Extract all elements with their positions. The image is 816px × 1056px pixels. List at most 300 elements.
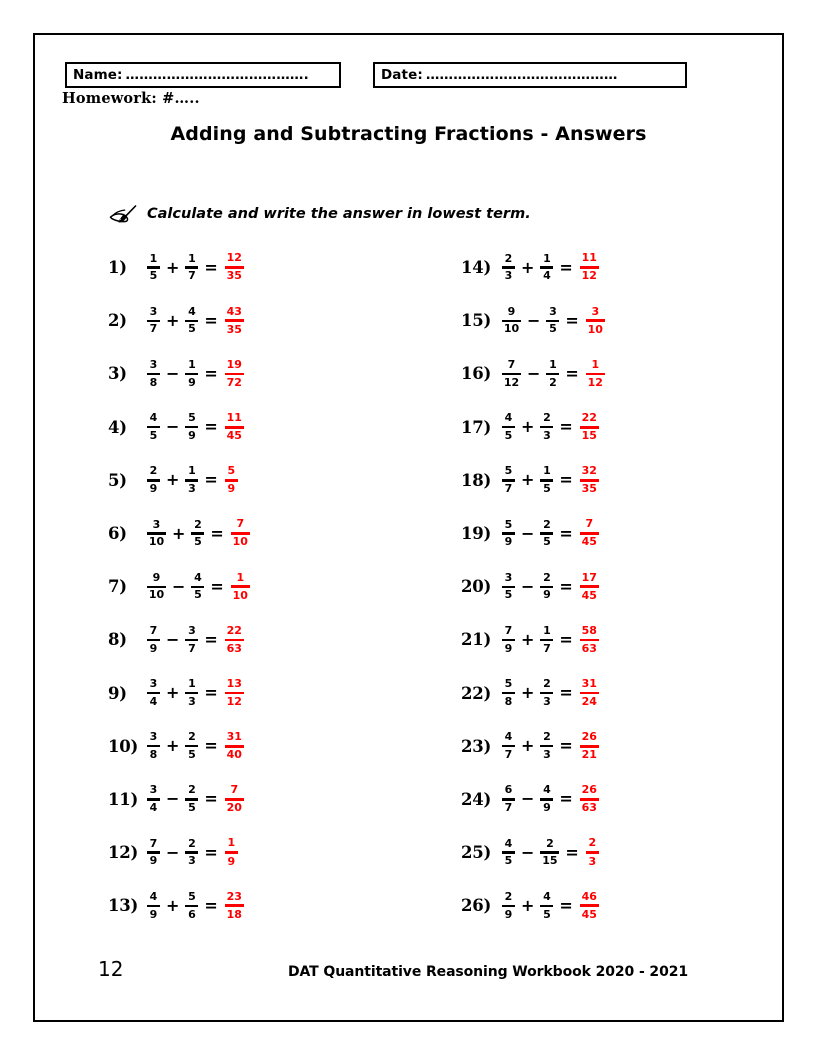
- operator-symbol: −: [527, 310, 541, 330]
- answer-fraction: [580, 412, 599, 442]
- operand-b: [185, 678, 198, 708]
- operand-a-numerator: 3: [149, 304, 158, 318]
- operand-a-numerator: 5: [504, 464, 513, 478]
- answer-fraction: [580, 891, 599, 921]
- answer-fraction-denominator: 45: [581, 588, 597, 602]
- answer-fraction-denominator: 10: [232, 535, 248, 549]
- answer-fraction-denominator: 35: [581, 482, 597, 496]
- answer-fraction-denominator: 12: [581, 269, 597, 283]
- operand-a-numerator: 7: [149, 836, 158, 850]
- answer-fraction-denominator: 40: [226, 748, 242, 762]
- workbook-title: DAT Quantitative Reasoning Workbook 2020 - 2021: [288, 964, 689, 980]
- answer-fraction-numerator: 7: [585, 517, 594, 531]
- answer-fraction-numerator: 32: [581, 464, 597, 478]
- answer-fraction-denominator: 45: [581, 535, 597, 549]
- operand-b: [185, 412, 198, 442]
- operator-symbol: −: [521, 789, 535, 809]
- problem-number: 25): [461, 843, 492, 863]
- operand-a-denominator: 7: [504, 801, 513, 815]
- answer-fraction-denominator: 9: [227, 854, 236, 868]
- operator-symbol: −: [521, 576, 535, 596]
- answer-fraction-numerator: 23: [226, 889, 242, 903]
- operand-b-fraction-bar: [185, 426, 198, 428]
- answer-fraction-numerator: 19: [226, 357, 242, 371]
- operator-symbol: +: [521, 257, 535, 277]
- operand-a: [147, 465, 160, 495]
- equals-symbol: =: [559, 523, 573, 543]
- answer-fraction-denominator: 45: [581, 907, 597, 921]
- operand-b-numerator: 2: [543, 730, 551, 744]
- operator-symbol: −: [527, 363, 541, 383]
- operand-a-denominator: 12: [503, 375, 520, 389]
- operand-b-numerator: 4: [543, 783, 551, 797]
- answer-fraction-numerator: 12: [226, 251, 242, 265]
- problem-number: 9): [108, 683, 127, 703]
- date-label: Date:: [381, 67, 423, 83]
- problem-number: 18): [461, 470, 492, 490]
- problem-number: 8): [108, 630, 127, 650]
- operand-b: [540, 678, 553, 708]
- equals-symbol: =: [559, 895, 573, 915]
- answer-fraction-denominator: 12: [226, 694, 242, 708]
- operand-b: [185, 625, 198, 655]
- equals-symbol: =: [204, 895, 218, 915]
- answer-fraction: [586, 837, 599, 867]
- answer-fraction-denominator: 12: [587, 375, 603, 389]
- operand-b-denominator: 15: [542, 854, 558, 868]
- operand-b: [546, 306, 559, 336]
- problem-row: [461, 347, 791, 400]
- answer-fraction-denominator: 24: [581, 694, 597, 708]
- operand-b: [185, 891, 198, 921]
- operand-b-denominator: 3: [188, 482, 196, 496]
- operand-a-numerator: 9: [152, 570, 161, 584]
- operand-a-numerator: 4: [504, 730, 513, 744]
- operand-a-numerator: 3: [504, 570, 513, 584]
- answer-fraction-fraction-bar: [225, 904, 244, 907]
- operand-b-denominator: 3: [543, 428, 551, 442]
- equals-symbol: =: [559, 257, 573, 277]
- operand-b-denominator: 3: [543, 747, 551, 761]
- homework-label: Homework: #…..: [62, 90, 200, 107]
- operand-a: [502, 784, 515, 814]
- operand-b-denominator: 5: [188, 322, 196, 336]
- answer-fraction-denominator: 9: [227, 482, 236, 496]
- operand-b: [191, 519, 204, 549]
- operand-a-fraction-bar: [147, 692, 160, 694]
- answer-fraction-numerator: 22: [581, 410, 597, 424]
- operator-symbol: +: [521, 895, 535, 915]
- answer-fraction: [580, 518, 599, 548]
- operand-a-denominator: 10: [148, 588, 165, 602]
- operator-symbol: −: [166, 417, 180, 437]
- answer-fraction-denominator: 20: [226, 801, 242, 815]
- operand-a-fraction-bar: [502, 692, 515, 694]
- operand-a-fraction-bar: [502, 426, 515, 428]
- operand-b-numerator: 2: [188, 730, 196, 744]
- problem-number: 10): [108, 736, 139, 756]
- problem-row: [108, 241, 438, 294]
- operand-b: [185, 838, 198, 868]
- operand-a-fraction-bar: [147, 639, 160, 641]
- problem-number: 4): [108, 417, 127, 437]
- operand-a-numerator: 4: [504, 411, 513, 425]
- operator-symbol: +: [166, 257, 180, 277]
- operand-b: [540, 253, 553, 283]
- operand-b: [185, 465, 198, 495]
- problem-number: 1): [108, 258, 127, 278]
- operand-b-numerator: 3: [549, 304, 557, 318]
- operator-symbol: −: [166, 842, 180, 862]
- answer-fraction-fraction-bar: [586, 373, 605, 376]
- operand-b-numerator: 2: [543, 570, 551, 584]
- answer-fraction: [225, 252, 244, 282]
- answer-fraction: [225, 784, 244, 814]
- answer-fraction-numerator: 1: [591, 357, 600, 371]
- answer-fraction-numerator: 1: [236, 570, 245, 584]
- problem-row: [108, 347, 438, 400]
- operand-b-numerator: 1: [188, 677, 196, 691]
- operator-symbol: +: [166, 470, 180, 490]
- problem-row: [461, 294, 791, 347]
- problem-row: [461, 879, 791, 932]
- operator-symbol: −: [166, 789, 180, 809]
- date-field-box[interactable]: [373, 62, 687, 88]
- operand-a-denominator: 5: [504, 854, 513, 868]
- operand-a-numerator: 2: [504, 889, 513, 903]
- answer-fraction-numerator: 58: [581, 623, 597, 637]
- operand-b: [540, 731, 553, 761]
- header-fields: [65, 62, 687, 88]
- pen-writing-icon: [108, 203, 138, 225]
- operand-a: [502, 359, 521, 389]
- operand-b-numerator: 1: [543, 623, 551, 637]
- operand-b-numerator: 2: [188, 783, 196, 797]
- operator-symbol: +: [521, 417, 535, 437]
- operand-a-denominator: 10: [503, 322, 520, 336]
- operand-b-denominator: 5: [194, 535, 202, 549]
- operand-a-numerator: 3: [149, 357, 158, 371]
- problem-number: 24): [461, 789, 492, 809]
- operator-symbol: +: [521, 470, 535, 490]
- operand-b-numerator: 2: [543, 517, 551, 531]
- problem-row: [108, 507, 438, 560]
- operand-b-denominator: 7: [188, 269, 196, 283]
- answer-fraction-numerator: 2: [588, 836, 597, 850]
- answer-fraction: [225, 412, 244, 442]
- equals-symbol: =: [559, 629, 573, 649]
- operand-b-denominator: 9: [188, 428, 196, 442]
- operand-a-fraction-bar: [147, 905, 160, 907]
- operand-b-denominator: 5: [543, 907, 551, 921]
- operand-b: [540, 412, 553, 442]
- page-title: Adding and Subtracting Fractions - Answers: [170, 123, 647, 145]
- operand-b-denominator: 5: [188, 747, 196, 761]
- operand-a-numerator: 4: [149, 411, 158, 425]
- operand-a: [147, 253, 160, 283]
- problem-row: [461, 773, 791, 826]
- answer-fraction-denominator: 21: [581, 748, 597, 762]
- answer-fraction-fraction-bar: [225, 319, 244, 322]
- problem-row: [461, 401, 791, 454]
- operand-a: [147, 519, 166, 549]
- operand-a-denominator: 9: [504, 535, 513, 549]
- operand-a-denominator: 7: [149, 322, 158, 336]
- operand-b: [185, 359, 198, 389]
- operand-a: [502, 412, 515, 442]
- problem-number: 17): [461, 417, 492, 437]
- operand-a-numerator: 6: [504, 783, 513, 797]
- page-number: 12: [98, 957, 124, 981]
- equals-symbol: =: [559, 789, 573, 809]
- operand-b-fraction-bar: [540, 692, 553, 694]
- operand-b: [540, 625, 553, 655]
- answer-fraction: [225, 625, 244, 655]
- answer-fraction-denominator: 10: [587, 322, 603, 336]
- operand-b-denominator: 3: [543, 694, 551, 708]
- operand-a-numerator: 3: [152, 517, 161, 531]
- operand-a: [502, 838, 515, 868]
- answer-fraction-denominator: 45: [226, 429, 242, 443]
- answer-fraction-denominator: 10: [232, 588, 248, 602]
- operand-b-numerator: 5: [188, 411, 196, 425]
- operand-a-denominator: 9: [149, 907, 158, 921]
- answer-fraction-numerator: 1: [227, 836, 236, 850]
- equals-symbol: =: [559, 683, 573, 703]
- operator-symbol: +: [172, 523, 186, 543]
- operand-b-numerator: 2: [543, 677, 551, 691]
- answer-fraction-denominator: 35: [226, 322, 242, 336]
- operand-b-numerator: 2: [543, 411, 551, 425]
- operand-b-denominator: 9: [543, 801, 551, 815]
- name-field-box[interactable]: [65, 62, 341, 88]
- problem-number: 20): [461, 577, 492, 597]
- operand-a-numerator: 4: [504, 836, 513, 850]
- operator-symbol: −: [172, 576, 186, 596]
- operator-symbol: +: [521, 736, 535, 756]
- answer-fraction-fraction-bar: [586, 319, 605, 322]
- instruction-text: Calculate and write the answer in lowest term.: [147, 206, 531, 222]
- operand-b-denominator: 5: [543, 535, 551, 549]
- operand-b-numerator: 1: [549, 357, 557, 371]
- equals-symbol: =: [204, 310, 218, 330]
- operand-a-numerator: 2: [504, 251, 513, 265]
- equals-symbol: =: [204, 629, 218, 649]
- problem-row: [461, 720, 791, 773]
- operand-b-denominator: 9: [543, 588, 551, 602]
- name-label: Name:: [73, 67, 123, 83]
- operand-a-denominator: 8: [149, 747, 158, 761]
- operator-symbol: +: [166, 683, 180, 703]
- operand-a-fraction-bar: [502, 639, 515, 641]
- problem-number: 7): [108, 577, 127, 597]
- problem-row: [108, 879, 438, 932]
- problem-row: [108, 454, 438, 507]
- operand-a-numerator: 3: [149, 730, 158, 744]
- operator-symbol: +: [166, 736, 180, 756]
- operand-a-denominator: 9: [504, 641, 513, 655]
- operand-b-denominator: 2: [549, 375, 557, 389]
- answer-fraction-fraction-bar: [225, 373, 244, 376]
- operand-b-fraction-bar: [540, 905, 553, 907]
- date-dotted-line: ……………………………………: [425, 67, 618, 83]
- operand-a: [502, 572, 515, 602]
- problem-row: [108, 720, 438, 773]
- answer-fraction-fraction-bar: [580, 904, 599, 907]
- operand-b-numerator: 1: [188, 464, 196, 478]
- operand-b-fraction-bar: [540, 426, 553, 428]
- operand-b: [540, 465, 553, 495]
- operand-a-numerator: 1: [149, 251, 158, 265]
- equals-symbol: =: [559, 417, 573, 437]
- answer-fraction: [580, 678, 599, 708]
- operand-a-denominator: 9: [149, 482, 158, 496]
- answer-fraction: [580, 625, 599, 655]
- operand-b-denominator: 3: [188, 694, 196, 708]
- answer-fraction-denominator: 3: [588, 854, 597, 868]
- answer-fraction: [580, 465, 599, 495]
- operand-b: [540, 891, 553, 921]
- operand-a: [147, 731, 160, 761]
- equals-symbol: =: [204, 842, 218, 862]
- answer-fraction-numerator: 11: [226, 410, 242, 424]
- equals-symbol: =: [204, 683, 218, 703]
- operand-b-numerator: 5: [188, 889, 196, 903]
- operand-a: [502, 465, 515, 495]
- answer-fraction: [586, 306, 605, 336]
- operator-symbol: +: [166, 895, 180, 915]
- problem-number: 5): [108, 470, 127, 490]
- equals-symbol: =: [204, 257, 218, 277]
- equals-symbol: =: [559, 470, 573, 490]
- problem-row: [461, 507, 791, 560]
- equals-symbol: =: [204, 789, 218, 809]
- operand-b-denominator: 3: [188, 854, 196, 868]
- answer-fraction-numerator: 11: [581, 251, 597, 265]
- operator-symbol: −: [166, 629, 180, 649]
- operand-a-denominator: 5: [504, 428, 513, 442]
- operand-b-denominator: 6: [188, 907, 196, 921]
- answer-fraction-fraction-bar: [580, 585, 599, 588]
- equals-symbol: =: [565, 310, 579, 330]
- problem-row: [461, 613, 791, 666]
- problems-area: [33, 241, 784, 946]
- operand-b-numerator: 4: [543, 889, 551, 903]
- answer-fraction-denominator: 63: [581, 641, 597, 655]
- problem-number: 13): [108, 896, 139, 916]
- operand-a-denominator: 4: [149, 694, 158, 708]
- operand-b-fraction-bar: [540, 639, 553, 641]
- operand-b-numerator: 1: [188, 357, 196, 371]
- operand-b-numerator: 1: [543, 464, 551, 478]
- operand-b-denominator: 5: [543, 482, 551, 496]
- operator-symbol: −: [521, 842, 535, 862]
- answer-fraction: [225, 306, 244, 336]
- operand-b-numerator: 4: [194, 570, 202, 584]
- answer-fraction-fraction-bar: [586, 851, 599, 854]
- operand-a: [502, 253, 515, 283]
- operand-a: [147, 891, 160, 921]
- equals-symbol: =: [565, 842, 579, 862]
- answer-fraction-denominator: 15: [581, 429, 597, 443]
- operand-b: [185, 731, 198, 761]
- problem-row: [108, 773, 438, 826]
- instruction-row: [108, 203, 531, 225]
- problem-number: 19): [461, 524, 492, 544]
- operand-a-denominator: 3: [504, 269, 513, 283]
- answer-fraction: [231, 572, 250, 602]
- answer-fraction-numerator: 3: [591, 304, 600, 318]
- operand-a-denominator: 9: [149, 854, 158, 868]
- operand-a-numerator: 9: [507, 304, 516, 318]
- operand-a: [502, 306, 521, 336]
- operand-a-denominator: 8: [504, 694, 513, 708]
- operand-a-fraction-bar: [147, 426, 160, 428]
- answer-fraction-numerator: 31: [226, 730, 242, 744]
- problem-number: 2): [108, 311, 127, 331]
- operator-symbol: −: [521, 523, 535, 543]
- operand-a: [147, 412, 160, 442]
- operand-b-denominator: 4: [543, 269, 551, 283]
- answer-fraction: [580, 784, 599, 814]
- problem-row: [461, 241, 791, 294]
- operand-a-denominator: 5: [149, 428, 158, 442]
- operator-symbol: +: [166, 310, 180, 330]
- operand-a-denominator: 4: [149, 801, 158, 815]
- problem-row: [108, 613, 438, 666]
- operand-b-denominator: 9: [188, 375, 196, 389]
- answer-fraction-fraction-bar: [580, 639, 599, 642]
- answer-fraction-fraction-bar: [231, 585, 250, 588]
- operand-b-numerator: 4: [188, 304, 196, 318]
- answer-fraction-fraction-bar: [225, 639, 244, 642]
- answer-fraction: [225, 465, 238, 495]
- operand-b-numerator: 2: [546, 836, 554, 850]
- operand-b: [540, 519, 553, 549]
- operand-a-numerator: 2: [149, 464, 158, 478]
- operand-b-fraction-bar: [546, 373, 559, 375]
- answer-fraction-denominator: 18: [226, 907, 242, 921]
- answer-fraction-numerator: 26: [581, 730, 597, 744]
- page-footer: [33, 955, 784, 995]
- operand-a-denominator: 8: [149, 375, 158, 389]
- operand-b-fraction-bar: [185, 639, 198, 641]
- problem-number: 22): [461, 683, 492, 703]
- operand-a: [502, 625, 515, 655]
- answer-fraction-denominator: 63: [581, 801, 597, 815]
- operand-b-denominator: 7: [188, 641, 196, 655]
- answer-fraction-numerator: 43: [226, 304, 242, 318]
- problem-row: [108, 826, 438, 879]
- answer-fraction-numerator: 7: [236, 517, 245, 531]
- operand-b-fraction-bar: [185, 905, 198, 907]
- operator-symbol: +: [521, 629, 535, 649]
- problem-column-right: [461, 241, 791, 946]
- operand-b-numerator: 1: [188, 251, 196, 265]
- operand-a-denominator: 5: [149, 269, 158, 283]
- answer-fraction: [580, 731, 599, 761]
- equals-symbol: =: [210, 523, 224, 543]
- operand-a-fraction-bar: [147, 373, 160, 375]
- operand-a-numerator: 4: [149, 889, 158, 903]
- answer-fraction: [580, 572, 599, 602]
- answer-fraction-denominator: 72: [226, 375, 242, 389]
- operator-symbol: −: [166, 363, 180, 383]
- problem-row: [108, 667, 438, 720]
- operand-b: [540, 784, 553, 814]
- name-dotted-line: ………………………………….: [125, 67, 309, 83]
- operand-b-denominator: 7: [543, 641, 551, 655]
